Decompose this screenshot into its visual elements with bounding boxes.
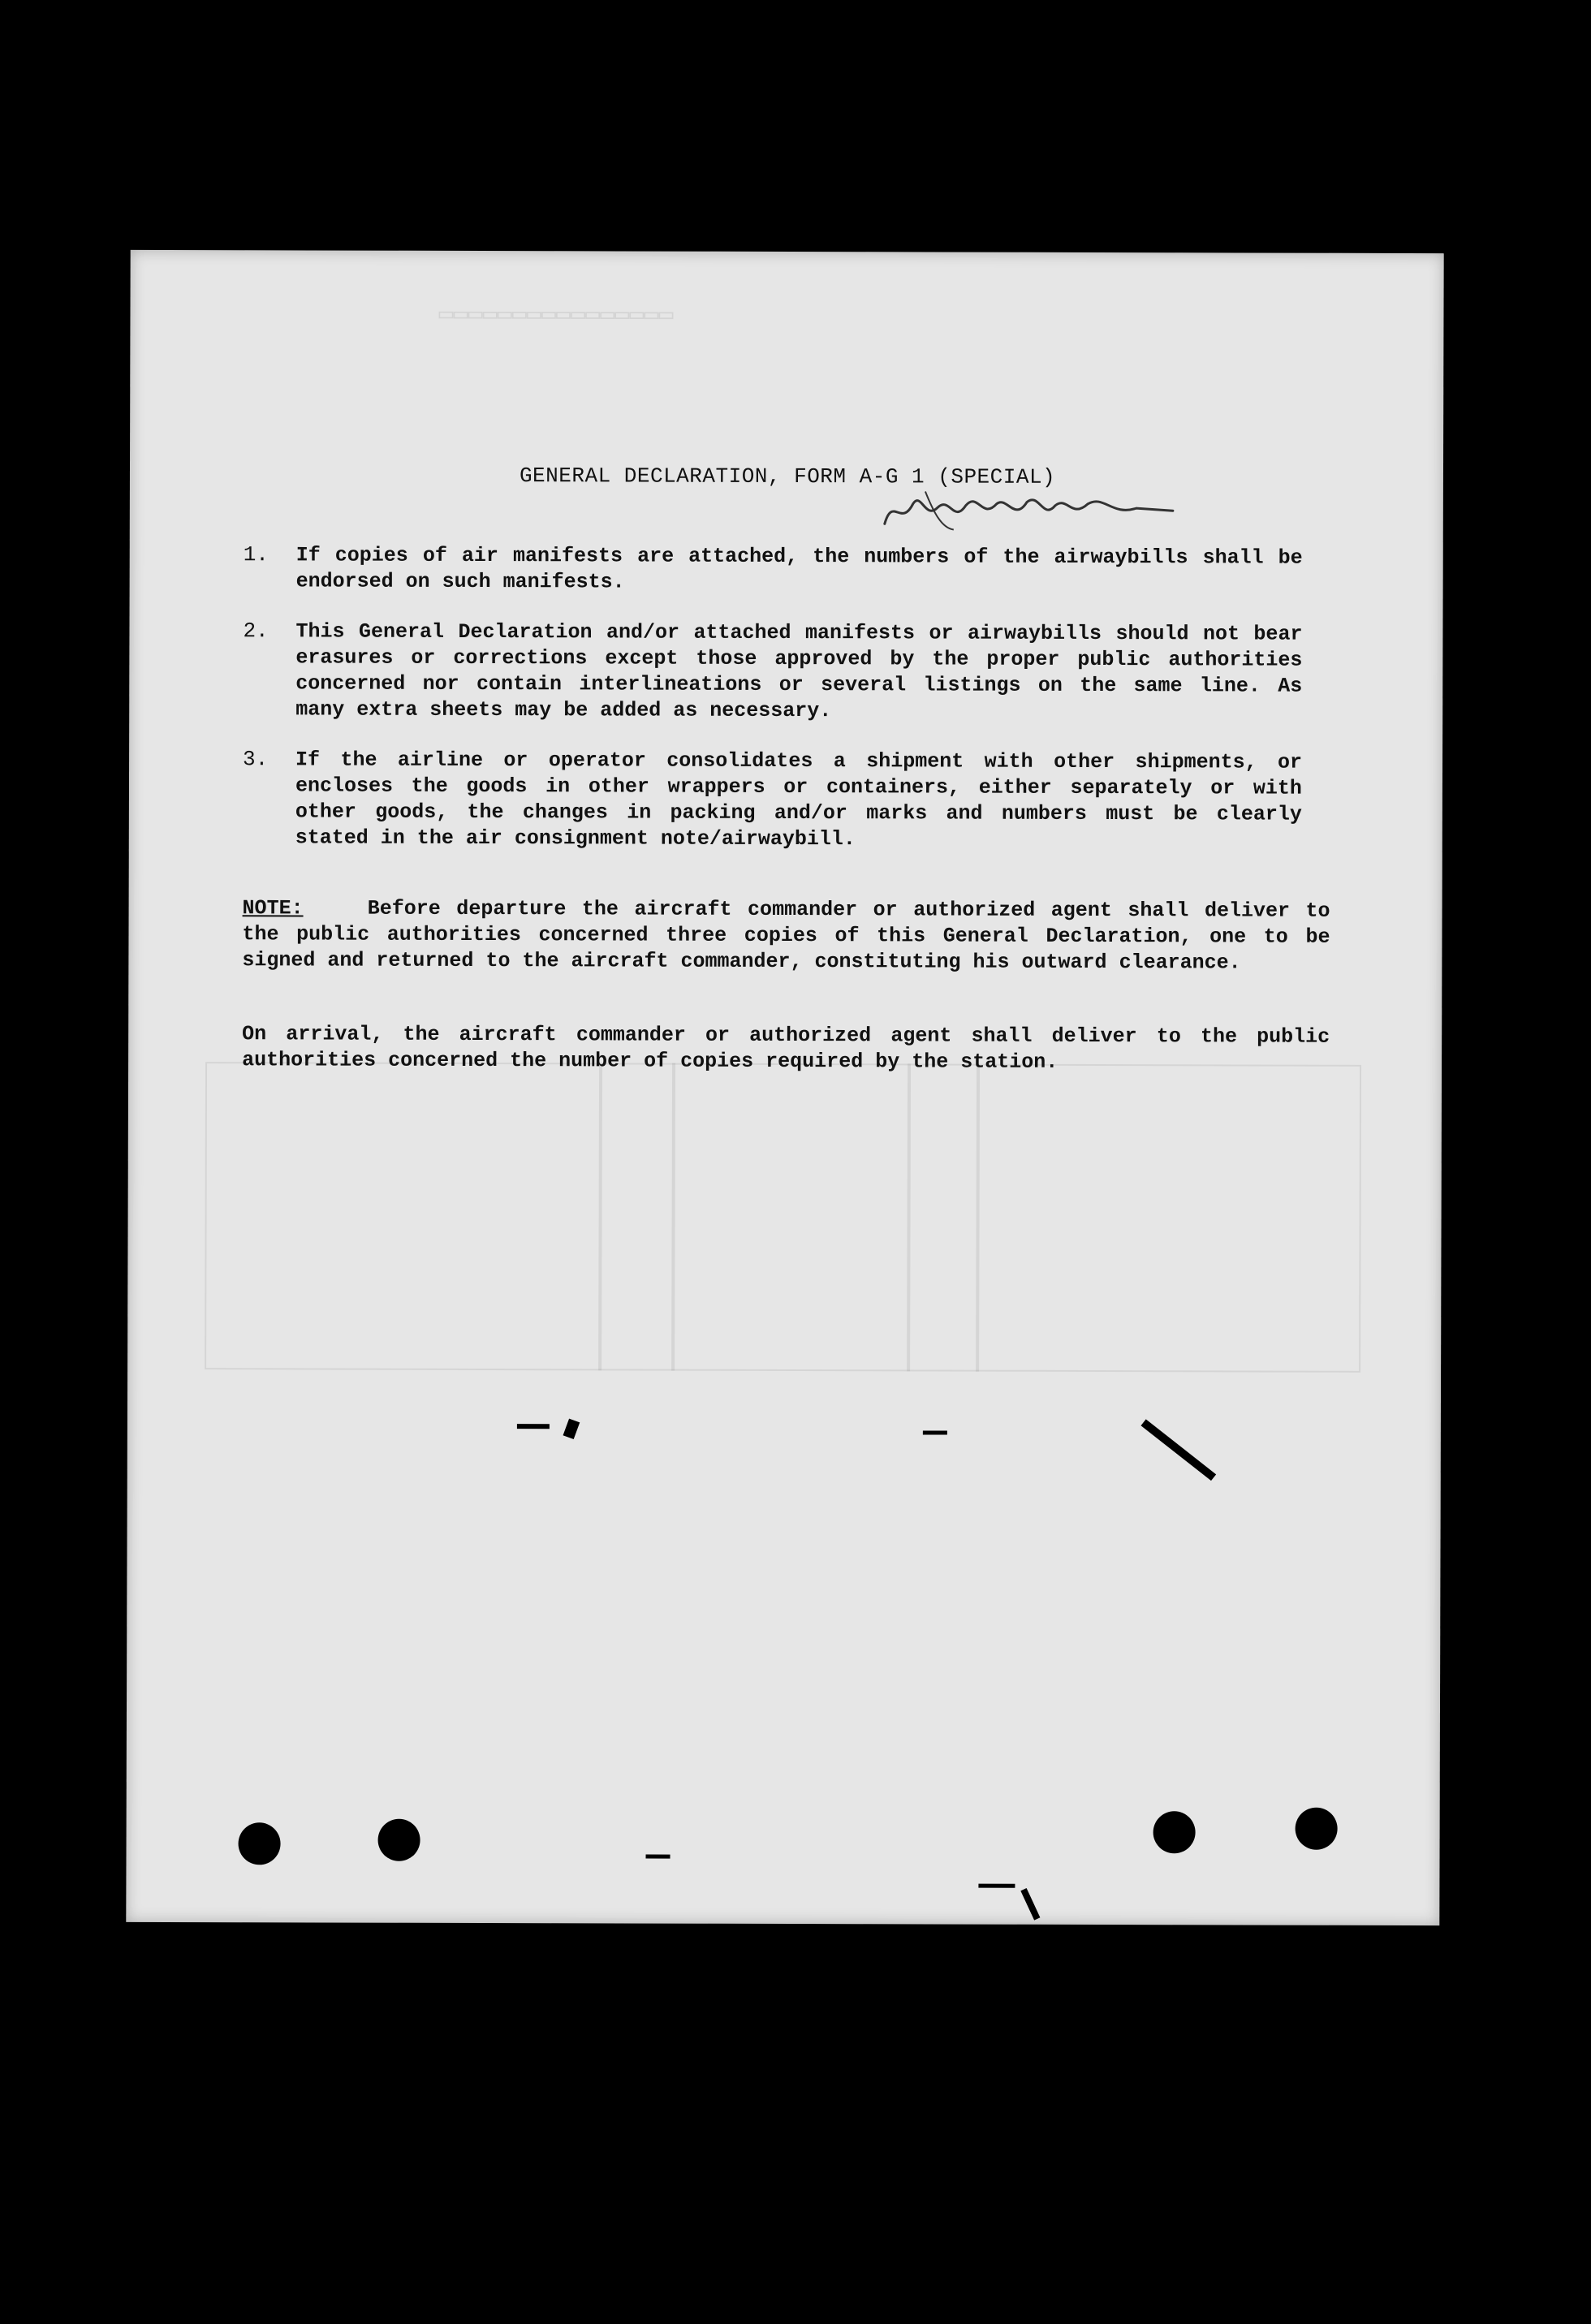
punch-hole	[378, 1819, 420, 1861]
instructions-list	[243, 542, 1461, 878]
paper-damage	[1140, 1419, 1216, 1481]
note-label: NOTE:	[242, 896, 304, 921]
list-item	[243, 747, 1460, 854]
bleed-through-text: ▭▭▭▭▭▭▭▭▭▭▭▭▭▭▭▭	[438, 301, 674, 330]
item-number: 3.	[243, 747, 269, 772]
punch-hole	[238, 1822, 280, 1865]
bleed-through-box	[205, 1062, 1361, 1373]
item-text: If copies of air manifests are attached, the numbers of the airwaybills shall be endorsed on such manifests.	[295, 543, 1303, 594]
note-paragraph	[242, 895, 1330, 977]
item-number: 1.	[243, 542, 269, 567]
note-text: Before departure the aircraft commander or authorized agent shall deliver to the public authorities concerned three copies of this General Declaration, one to be signed and returned to the aircraft commander, constituting his outward clearance.	[242, 896, 1330, 975]
item-number: 2.	[243, 619, 269, 644]
paper-damage	[1020, 1888, 1040, 1921]
punch-hole	[1296, 1808, 1338, 1850]
paper-damage	[517, 1424, 550, 1429]
item-text: If the airline or operator consolidates a shipment with other shipments, or encloses the goods in other wrappers or containers, either separately or with other goods, the changes in packing and/or marks and numbers must be clearly stated in the air consignment note/airwaybill.	[295, 748, 1303, 852]
document-page	[126, 250, 1443, 1925]
paper-damage	[563, 1419, 580, 1439]
arrival-paragraph: On arrival, the aircraft commander or authorized agent shall deliver to the public authorities concerned the number of copies required by the station.	[242, 1022, 1330, 1074]
handwritten-annotation	[877, 487, 1185, 532]
list-item	[244, 542, 1461, 597]
paper-damage	[646, 1855, 670, 1859]
list-item	[243, 619, 1460, 726]
item-text: This General Declaration and/or attached manifests or airwaybills should not bear erasures or corrections except those approved by the proper public authorities concerned nor contain interlineations or several listings on the same line. As many extra sheets may be added as necessary.	[295, 619, 1303, 723]
punch-hole	[1153, 1811, 1196, 1853]
paper-damage	[923, 1430, 947, 1434]
form-title: GENERAL DECLARATION, FORM A-G 1 (SPECIAL)	[519, 464, 1056, 489]
paper-damage	[978, 1884, 1015, 1888]
